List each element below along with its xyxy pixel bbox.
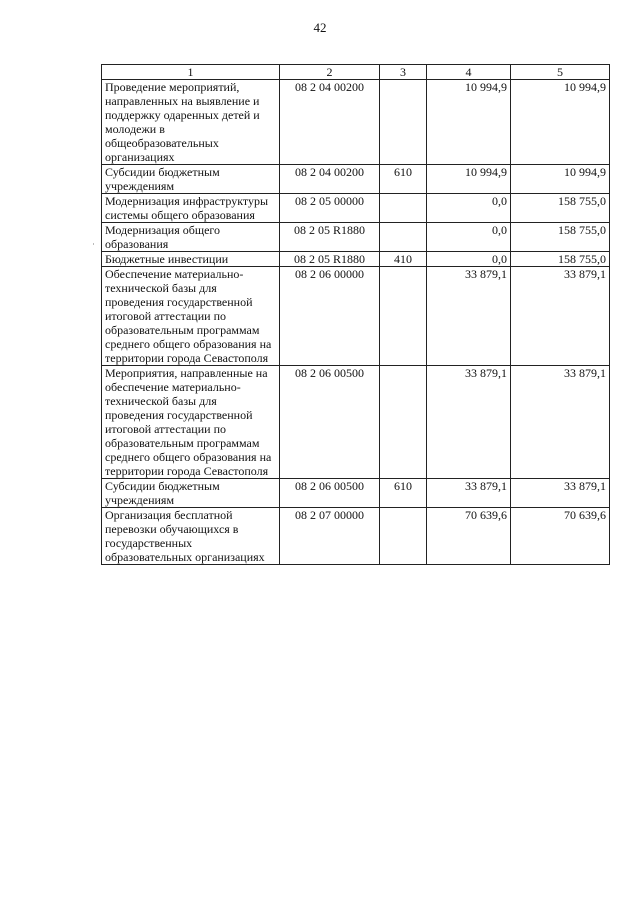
row-type: 410 (380, 252, 427, 267)
row-name: Обеспечение материально-технической базы для проведения государственной итоговой аттестации по образовательным программам среднего общего образования на территории города Севастополя (102, 267, 280, 366)
row-value-2: 33 879,1 (511, 366, 610, 479)
row-value-1: 33 879,1 (427, 267, 511, 366)
row-name: Проведение мероприятий, направленных на выявление и поддержку одаренных детей и молодежи в общеобразовательных организациях (102, 80, 280, 165)
row-code: 08 2 06 00500 (280, 479, 380, 508)
row-value-2: 158 755,0 (511, 223, 610, 252)
row-code: 08 2 04 00200 (280, 165, 380, 194)
row-value-2: 33 879,1 (511, 267, 610, 366)
row-value-1: 0,0 (427, 223, 511, 252)
row-name: Субсидии бюджетным учреждениям (102, 165, 280, 194)
page-number: 42 (313, 20, 327, 35)
row-value-2: 33 879,1 (511, 479, 610, 508)
header-col-2: 2 (280, 65, 380, 80)
table-row (102, 267, 610, 366)
header-col-4: 4 (427, 65, 511, 80)
row-value-1: 10 994,9 (427, 165, 511, 194)
row-type (380, 80, 427, 165)
row-code: 08 2 05 R1880 (280, 223, 380, 252)
row-value-1: 0,0 (427, 252, 511, 267)
row-code: 08 2 06 00000 (280, 267, 380, 366)
table-row (102, 252, 610, 267)
row-name: Модернизация общего образования (102, 223, 280, 252)
row-name: Мероприятия, направленные на обеспечение материально-технической базы для проведения государственной итоговой аттестации по образовательным программам среднего общего образования на территории города Севастополя (102, 366, 280, 479)
row-type (380, 366, 427, 479)
row-value-1: 33 879,1 (427, 479, 511, 508)
row-name: Модернизация инфраструктуры системы общего образования (102, 194, 280, 223)
row-value-2: 10 994,9 (511, 165, 610, 194)
row-type (380, 267, 427, 366)
row-code: 08 2 05 00000 (280, 194, 380, 223)
header-row (102, 65, 610, 80)
row-name: Субсидии бюджетным учреждениям (102, 479, 280, 508)
budget-table (101, 64, 610, 565)
row-type (380, 508, 427, 565)
table-row (102, 366, 610, 479)
row-value-1: 0,0 (427, 194, 511, 223)
row-value-2: 10 994,9 (511, 80, 610, 165)
row-value-1: 70 639,6 (427, 508, 511, 565)
row-value-2: 70 639,6 (511, 508, 610, 565)
row-value-1: 33 879,1 (427, 366, 511, 479)
row-type: 610 (380, 479, 427, 508)
row-code: 08 2 07 00000 (280, 508, 380, 565)
table-row (102, 194, 610, 223)
table-row (102, 165, 610, 194)
row-type (380, 223, 427, 252)
row-value-2: 158 755,0 (511, 252, 610, 267)
table-row (102, 80, 610, 165)
header-col-3: 3 (380, 65, 427, 80)
row-code: 08 2 05 R1880 (280, 252, 380, 267)
header-col-5: 5 (511, 65, 610, 80)
row-name: Организация бесплатной перевозки обучающихся в государственных образовательных организациях (102, 508, 280, 565)
row-type: 610 (380, 165, 427, 194)
table-row (102, 508, 610, 565)
row-value-1: 10 994,9 (427, 80, 511, 165)
table-row (102, 223, 610, 252)
table-row (102, 479, 610, 508)
row-name: Бюджетные инвестиции (102, 252, 280, 267)
row-type (380, 194, 427, 223)
row-code: 08 2 06 00500 (280, 366, 380, 479)
row-code: 08 2 04 00200 (280, 80, 380, 165)
row-value-2: 158 755,0 (511, 194, 610, 223)
header-col-1: 1 (102, 65, 280, 80)
scan-mark (93, 243, 94, 245)
